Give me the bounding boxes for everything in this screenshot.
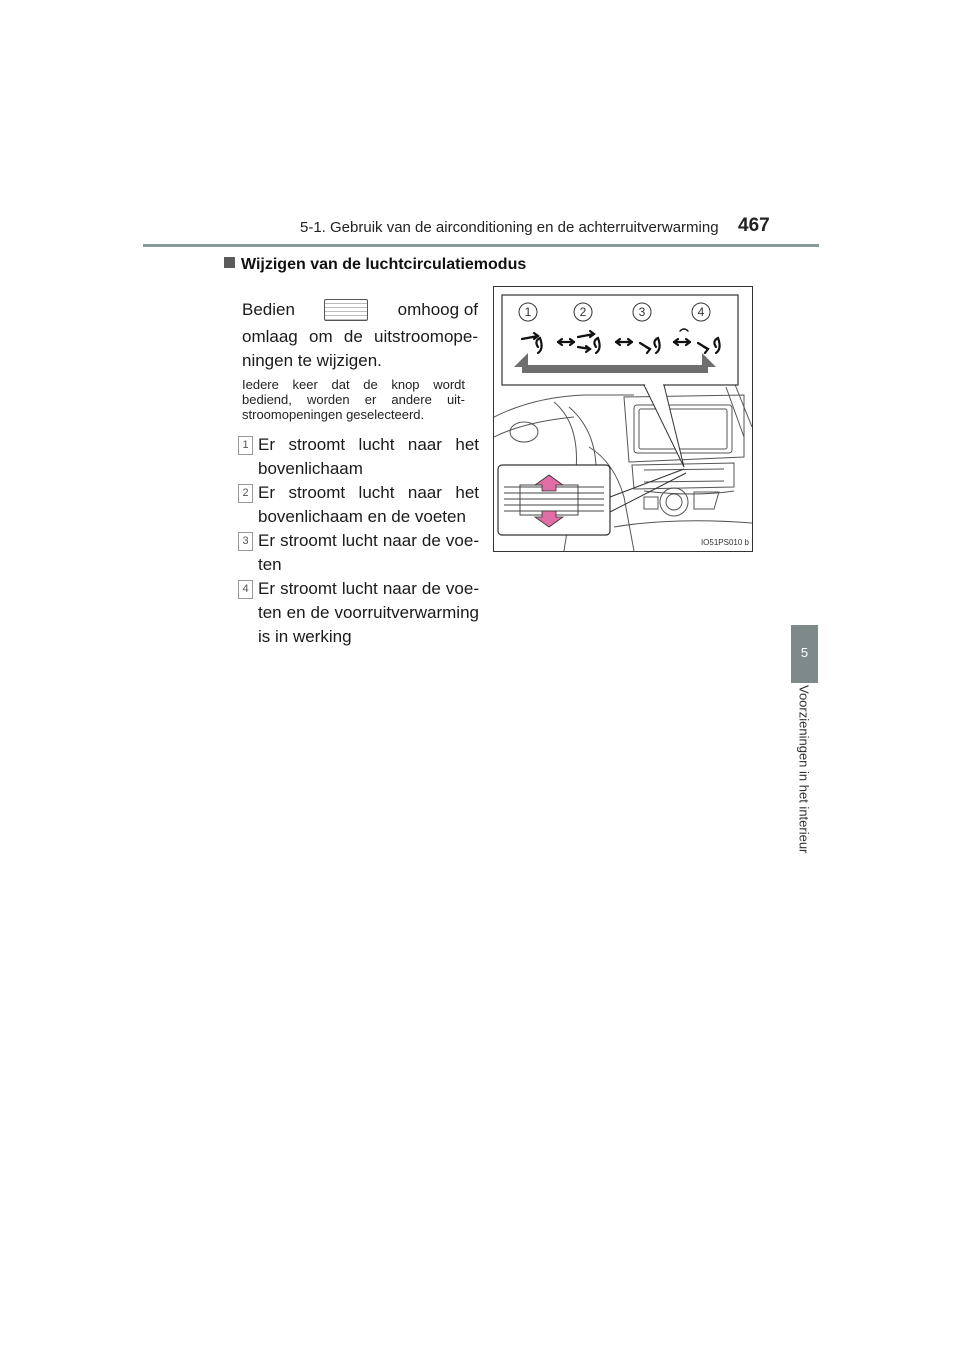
callout-number: 3 [638, 305, 646, 319]
note-line-2: bediend, worden er andere uit- [242, 392, 465, 407]
intro-line-1 [242, 298, 478, 322]
section-heading [224, 256, 526, 274]
airflow-illustration-svg [494, 287, 752, 551]
page-number: 467 [738, 215, 770, 236]
callout-number: 1 [524, 305, 532, 319]
callout-number: 2 [579, 305, 587, 319]
section-heading-text: Wijzigen van de luchtcirculatiemodus [241, 256, 527, 273]
item-line: bovenlichaam [258, 459, 363, 478]
item-line: is in werking [258, 627, 352, 646]
item-text [258, 481, 479, 529]
item-line: Er stroomt lucht naar de voe- [258, 531, 479, 550]
item-number-badge: 1 [238, 436, 253, 455]
item-line: Er stroomt lucht naar het [258, 483, 479, 502]
figure-code: IO51PS010 b [700, 538, 749, 547]
item-line: ten [258, 555, 282, 574]
item-line: Er stroomt lucht naar het [258, 435, 479, 454]
item-number-badge: 3 [238, 532, 253, 551]
callout-pointer [644, 385, 684, 467]
item-text [258, 577, 479, 649]
item-number-badge: 2 [238, 484, 253, 503]
item-line: ten en de voorruitverwarming [258, 603, 479, 622]
item-text [258, 529, 479, 577]
item-line: bovenlichaam en de voeten [258, 507, 466, 526]
item-text [258, 433, 479, 481]
square-bullet-icon [224, 257, 235, 268]
item-line: Er stroomt lucht naar de voe- [258, 579, 479, 598]
callout-number: 4 [697, 305, 705, 319]
airflow-illustration [493, 286, 753, 552]
note-line-3: stroomopeningen geselecteerd. [242, 407, 425, 422]
vent-knob-icon [324, 299, 368, 321]
header-title: 5-1. Gebruik van de airconditioning en de achterruitverwarming [300, 219, 719, 236]
intro-word-up-or: omhoog of [397, 300, 478, 319]
chapter-tab [791, 625, 818, 683]
intro-line-2: omlaag om de uitstroomope- [242, 327, 478, 346]
chapter-title: Voorzieningen in het interieur [796, 685, 812, 854]
note-text [242, 377, 465, 422]
item-number-badge: 4 [238, 580, 253, 599]
chapter-number: 5 [800, 645, 809, 660]
vent-inset-frame [498, 465, 610, 535]
intro-word-operate: Bedien [242, 300, 295, 319]
intro-line-3: ningen te wijzigen. [242, 351, 382, 370]
header-rule [143, 244, 819, 247]
note-line-1: Iedere keer dat de knop wordt [242, 377, 465, 392]
